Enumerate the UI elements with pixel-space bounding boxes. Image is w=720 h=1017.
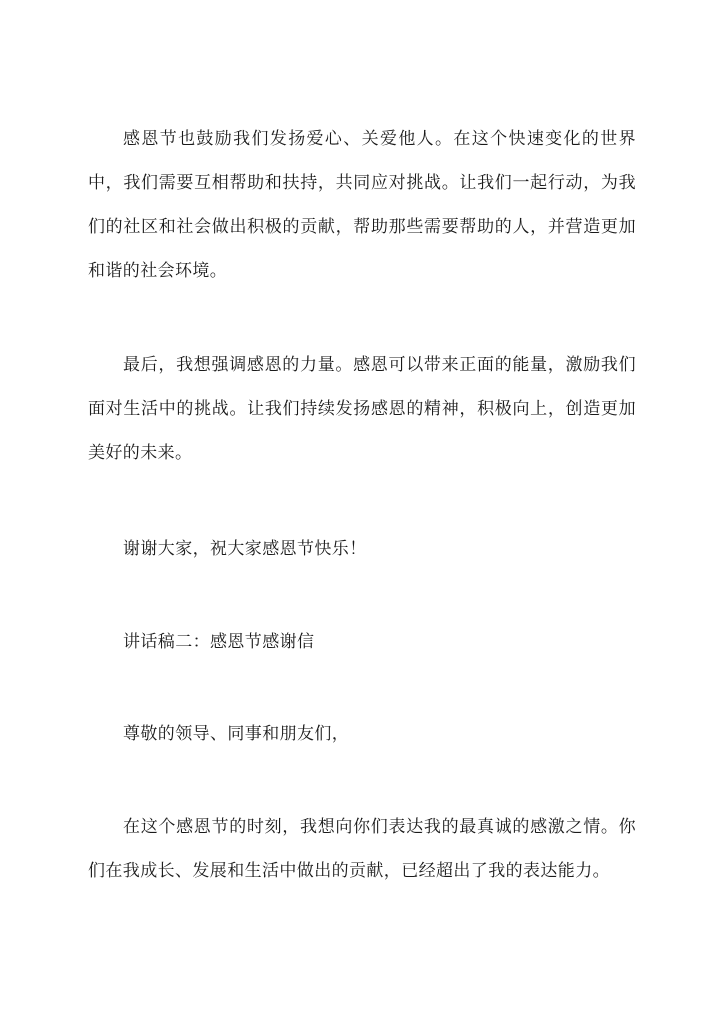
paragraph-kindness: 感恩节也鼓励我们发扬爱心、关爱他人。在这个快速变化的世界中，我们需要互相帮助和扶持，共同应对挑战。让我们一起行动，为我们的社区和社会做出积极的贡献，帮助那些需要帮助的人，并营造更加和谐的社会环境。 xyxy=(88,129,636,281)
paragraph-thanks: 谢谢大家，祝大家感恩节快乐！ xyxy=(123,539,367,559)
paragraph-conclusion: 最后，我想强调感恩的力量。感恩可以带来正面的能量，激励我们面对生活中的挑战。让我们持续发扬感恩的精神，积极向上，创造更加美好的未来。 xyxy=(88,355,636,463)
paragraph-gratitude: 在这个感恩节的时刻，我想向你们表达我的最真诚的感激之情。你们在我成长、发展和生活中做出的贡献，已经超出了我的表达能力。 xyxy=(88,817,636,881)
section-heading: 讲话稿二：感恩节感谢信 xyxy=(123,632,315,652)
salutation: 尊敬的领导、同事和朋友们， xyxy=(123,724,350,744)
